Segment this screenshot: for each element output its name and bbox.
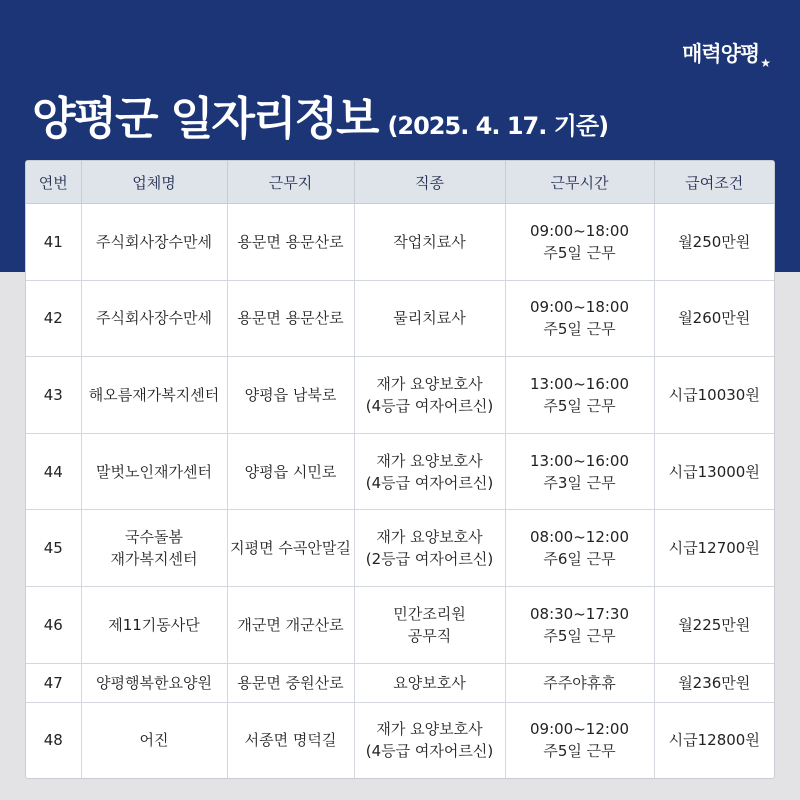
page-title-main: 양평군 일자리정보 xyxy=(32,92,378,145)
cell-hours: 13:00~16:00 주5일 근무 xyxy=(505,357,654,434)
table-row xyxy=(26,357,774,434)
cell-company: 말벗노인재가센터 xyxy=(81,433,227,510)
cell-job: 요양보호사 xyxy=(354,663,505,702)
cell-job: 물리치료사 xyxy=(354,280,505,357)
cell-company: 어진 xyxy=(81,702,227,778)
cell-pay: 시급13000원 xyxy=(654,433,774,510)
cell-hours: 13:00~16:00 주3일 근무 xyxy=(505,433,654,510)
cell-hours: 08:00~12:00 주6일 근무 xyxy=(505,510,654,587)
col-header-company: 업체명 xyxy=(81,161,227,204)
table-row xyxy=(26,204,774,281)
page-title xyxy=(32,82,608,147)
cell-job: 작업치료사 xyxy=(354,204,505,281)
table-row xyxy=(26,702,774,778)
cell-pay: 월225만원 xyxy=(654,586,774,663)
cell-company: 주식회사장수만세 xyxy=(81,280,227,357)
cell-no: 44 xyxy=(26,433,81,510)
cell-company: 해오름재가복지센터 xyxy=(81,357,227,434)
cell-no: 43 xyxy=(26,357,81,434)
star-icon: ★ xyxy=(760,56,770,70)
cell-location: 서종면 명덕길 xyxy=(227,702,354,778)
table-row xyxy=(26,586,774,663)
cell-location: 양평읍 남북로 xyxy=(227,357,354,434)
cell-company: 주식회사장수만세 xyxy=(81,204,227,281)
table-header-row xyxy=(26,161,774,204)
cell-hours: 주주야휴휴 xyxy=(505,663,654,702)
cell-location: 용문면 용문산로 xyxy=(227,204,354,281)
cell-pay: 시급12800원 xyxy=(668,731,760,750)
cell-job: 민간조리원 공무직 xyxy=(354,586,505,663)
cell-company: 국수돌봄 재가복지센터 xyxy=(81,510,227,587)
cell-no: 42 xyxy=(26,280,81,357)
col-header-location: 근무지 xyxy=(227,161,354,204)
cell-job: 재가 요양보호사 (2등급 여자어르신) xyxy=(354,510,505,587)
cell-pay: 월250만원 xyxy=(654,204,774,281)
table-row xyxy=(26,663,774,702)
jobs-table xyxy=(26,161,774,778)
cell-location: 개군면 개군산로 xyxy=(227,586,354,663)
cell-no: 46 xyxy=(26,586,81,663)
cell-no: 47 xyxy=(26,663,81,702)
cell-no: 45 xyxy=(26,510,81,587)
cell-location: 용문면 중원산로 xyxy=(227,663,354,702)
cell-hours: 09:00~12:00 주5일 근무 xyxy=(505,702,654,778)
cell-location: 양평읍 시민로 xyxy=(227,433,354,510)
cell-company: 양평행복한요양원 xyxy=(81,663,227,702)
col-header-pay: 급여조건 xyxy=(654,161,774,204)
col-header-no: 연번 xyxy=(26,161,81,204)
cell-hours: 09:00~18:00 주5일 근무 xyxy=(505,204,654,281)
cell-pay: 시급10030원 xyxy=(654,357,774,434)
brand-logo xyxy=(682,38,770,70)
cell-hours: 09:00~18:00 주5일 근무 xyxy=(505,280,654,357)
cell-pay: 월236만원 xyxy=(654,663,774,702)
cell-hours: 08:30~17:30 주5일 근무 xyxy=(505,586,654,663)
cell-company: 제11기동사단 xyxy=(81,586,227,663)
page-title-date: (2025. 4. 17. 기준) xyxy=(387,112,609,140)
cell-pay: 시급12700원 xyxy=(654,510,774,587)
table-row xyxy=(26,280,774,357)
cell-no: 41 xyxy=(26,204,81,281)
col-header-hours: 근무시간 xyxy=(505,161,654,204)
cell-pay: 월260만원 xyxy=(654,280,774,357)
cell-job: 재가 요양보호사 (4등급 여자어르신) xyxy=(354,433,505,510)
table-row xyxy=(26,510,774,587)
cell-no: 48 xyxy=(26,702,81,778)
cell-job: 재가 요양보호사 (4등급 여자어르신) xyxy=(354,702,505,778)
cell-location: 지평면 수곡안말길 xyxy=(227,510,354,587)
col-header-job: 직종 xyxy=(354,161,505,204)
cell-location: 용문면 용문산로 xyxy=(227,280,354,357)
cell-job: 재가 요양보호사 (4등급 여자어르신) xyxy=(354,357,505,434)
jobs-table-container xyxy=(25,160,775,779)
brand-logo-text: 매력양평 xyxy=(682,42,760,66)
table-row xyxy=(26,433,774,510)
